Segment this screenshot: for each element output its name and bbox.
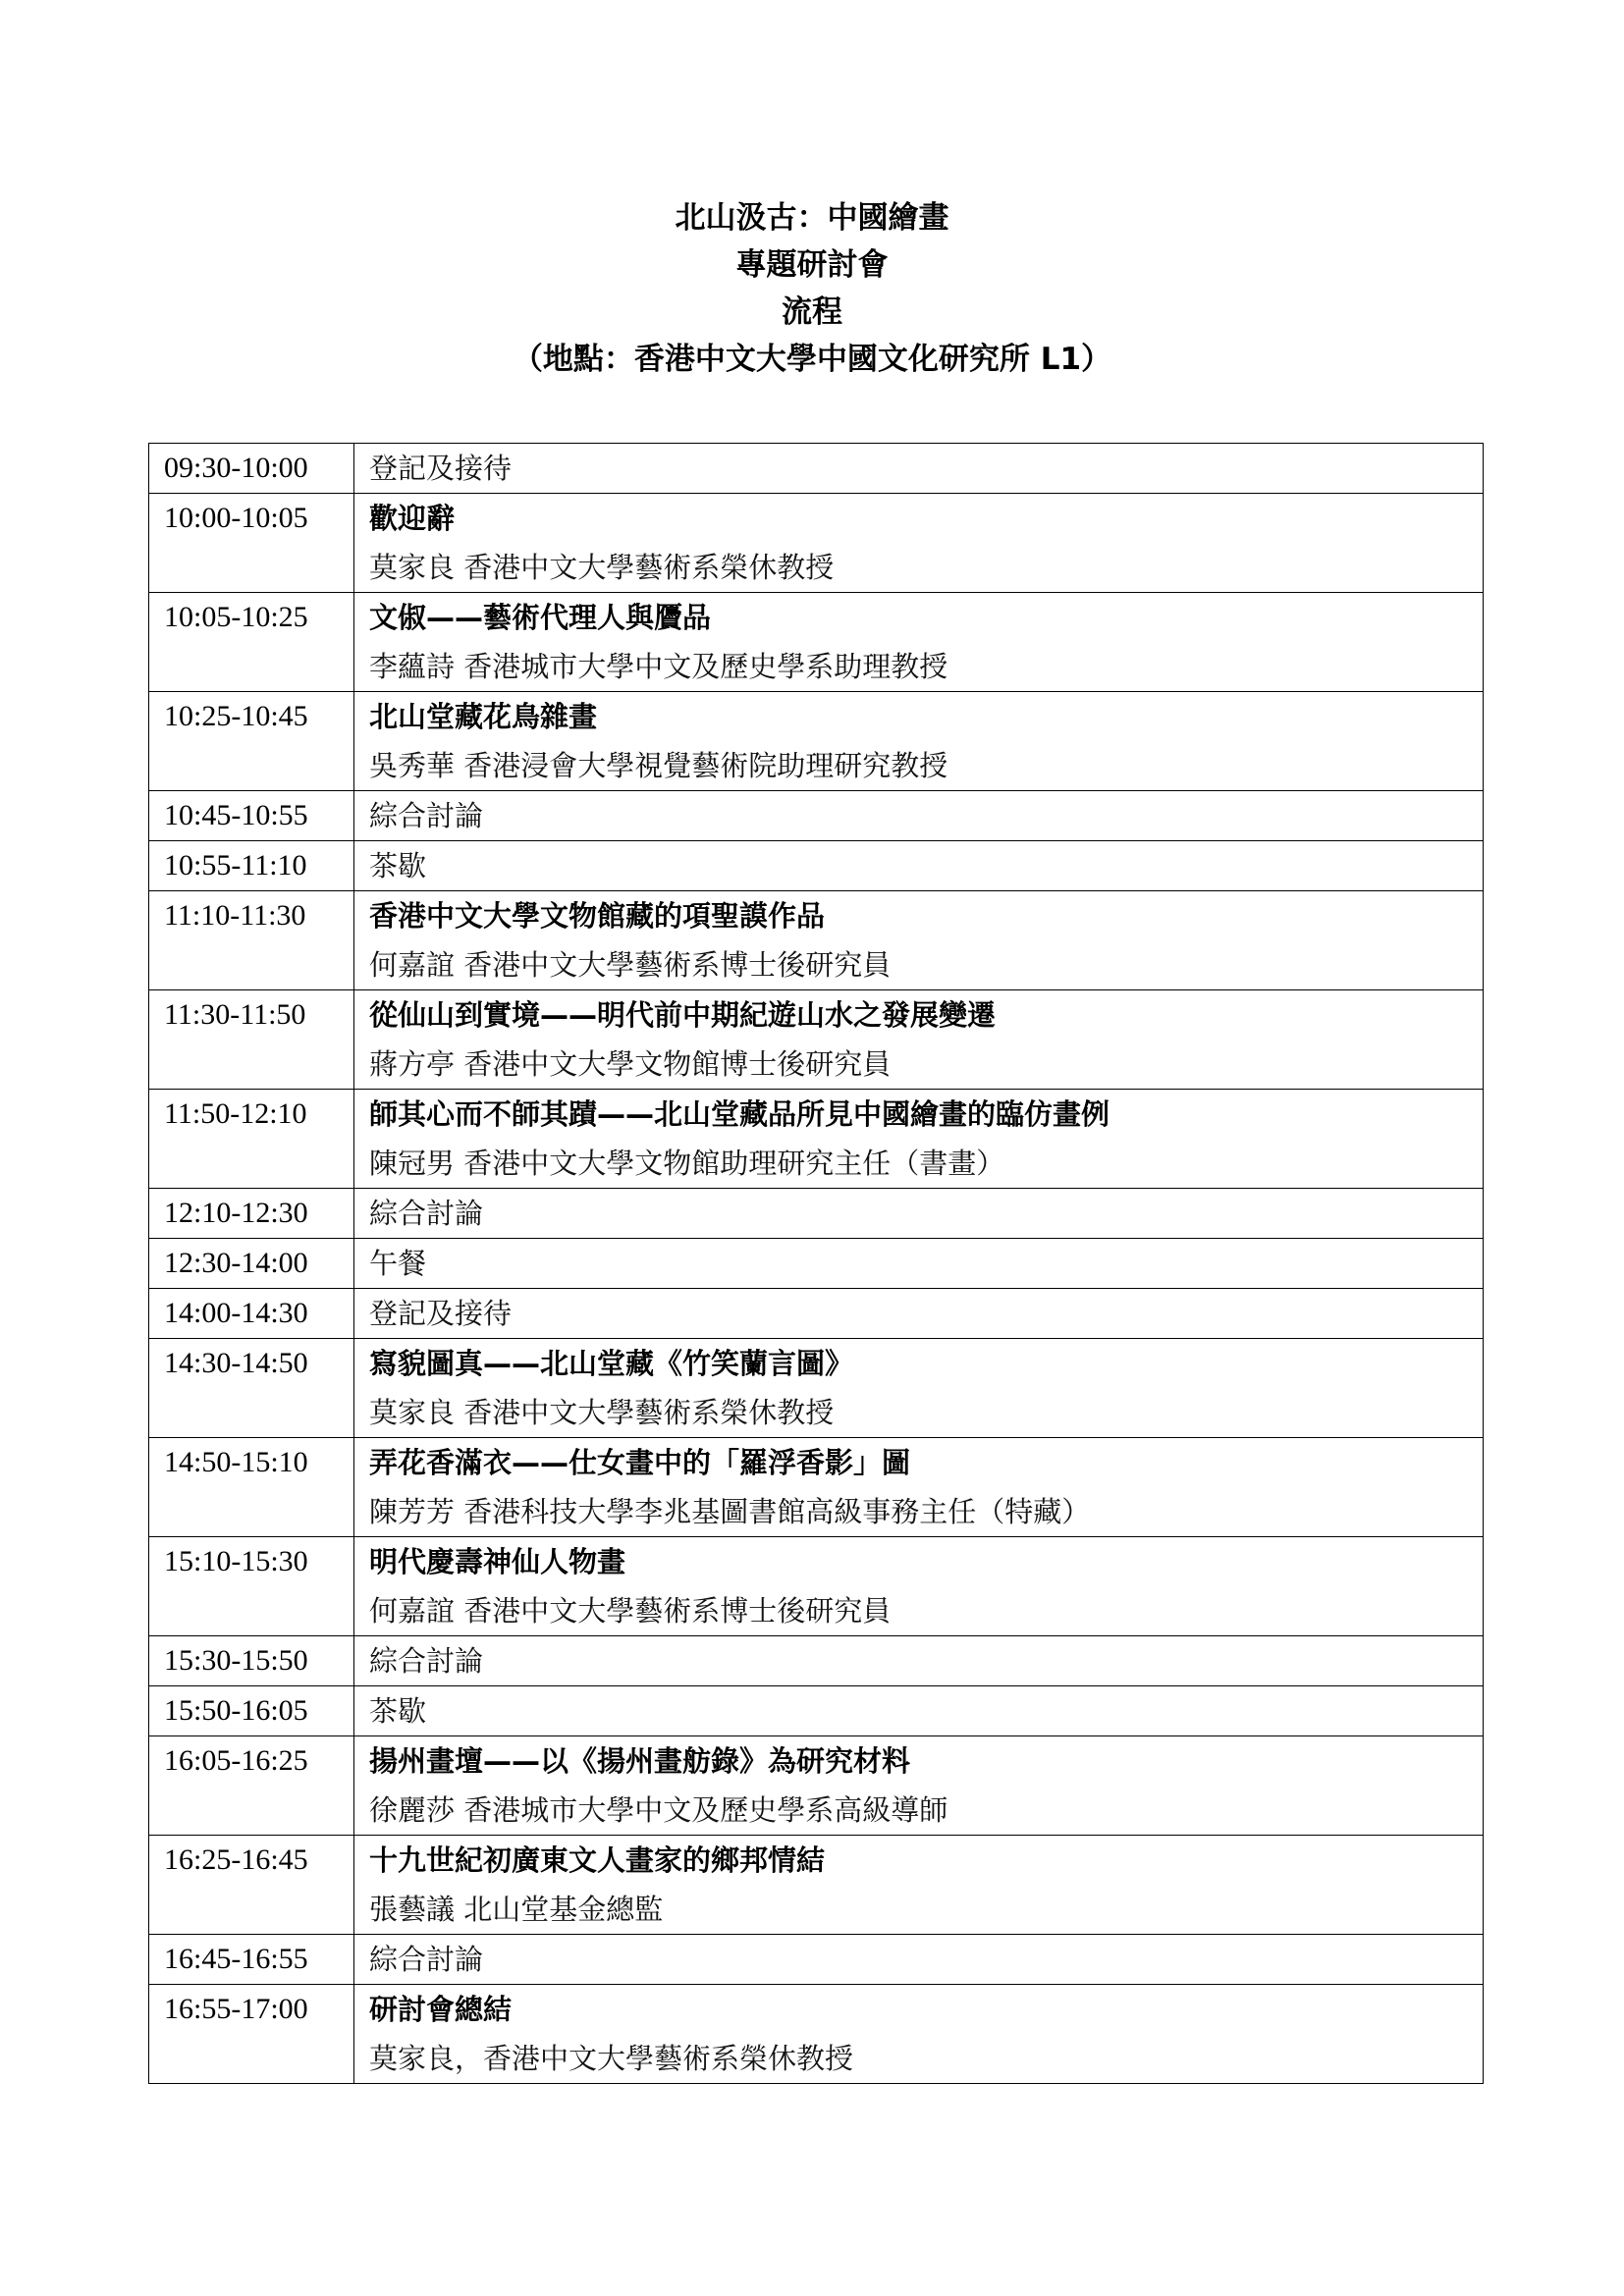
schedule-heading: 流程	[782, 294, 842, 330]
session-cell	[354, 1537, 1484, 1636]
session-activity: 登記及接待	[369, 452, 513, 485]
session-title: 明代慶壽神仙人物畫	[369, 1545, 626, 1578]
time-slot: 15:30-15:50	[149, 1636, 354, 1686]
venue-line: （地點：香港中文大學中國文化研究所 L1）	[512, 342, 1112, 377]
session-title: 從仙山到實境——明代前中期紀遊山水之發展變遷	[369, 998, 997, 1032]
session-activity: 綜合討論	[369, 799, 484, 832]
document-header	[0, 194, 1624, 383]
schedule-row	[149, 692, 1484, 791]
session-title: 弄花香滿衣——仕女畫中的「羅浮香影」圖	[369, 1446, 911, 1479]
schedule-row	[149, 1686, 1484, 1736]
session-speaker: 莫家良，香港中文大學藝術系榮休教授	[369, 2042, 854, 2075]
schedule-row	[149, 593, 1484, 692]
time-slot: 16:55-17:00	[149, 1985, 354, 2084]
schedule-row	[149, 791, 1484, 841]
session-activity: 綜合討論	[369, 1943, 484, 1976]
session-speaker: 陳芳芳 香港科技大學李兆基圖書館高級事務主任（特藏）	[369, 1495, 1091, 1528]
session-cell	[354, 1438, 1484, 1537]
time-slot: 16:25-16:45	[149, 1836, 354, 1935]
schedule-row	[149, 1836, 1484, 1935]
schedule-row	[149, 494, 1484, 593]
time-slot: 14:50-15:10	[149, 1438, 354, 1537]
session-speaker: 陳冠男 香港中文大學文物館助理研究主任（書畫）	[369, 1147, 1005, 1180]
time-slot: 10:25-10:45	[149, 692, 354, 791]
session-cell	[354, 1289, 1484, 1339]
session-activity: 午餐	[369, 1247, 427, 1280]
time-slot: 11:30-11:50	[149, 990, 354, 1090]
schedule-table	[148, 443, 1484, 2084]
session-speaker: 吳秀華 香港浸會大學視覺藝術院助理研究教授	[369, 749, 948, 782]
session-title: 揚州畫壇——以《揚州畫舫錄》為研究材料	[369, 1744, 911, 1778]
session-cell	[354, 1935, 1484, 1985]
time-slot: 10:00-10:05	[149, 494, 354, 593]
session-title: 文俶——藝術代理人與贗品	[369, 601, 712, 634]
session-cell	[354, 1636, 1484, 1686]
session-cell	[354, 990, 1484, 1090]
schedule-row	[149, 1935, 1484, 1985]
session-title: 十九世紀初廣東文人畫家的鄉邦情結	[369, 1843, 826, 1877]
schedule-row	[149, 1289, 1484, 1339]
schedule-row	[149, 1537, 1484, 1636]
session-title: 研討會總結	[369, 1993, 513, 2026]
time-slot: 16:45-16:55	[149, 1935, 354, 1985]
time-slot: 10:05-10:25	[149, 593, 354, 692]
time-slot: 14:30-14:50	[149, 1339, 354, 1438]
time-slot: 12:30-14:00	[149, 1239, 354, 1289]
session-cell	[354, 1090, 1484, 1189]
session-cell	[354, 791, 1484, 841]
time-slot: 11:10-11:30	[149, 891, 354, 990]
event-subtitle: 專題研討會	[735, 247, 889, 283]
time-slot: 09:30-10:00	[149, 444, 354, 494]
session-cell	[354, 1736, 1484, 1836]
session-cell	[354, 841, 1484, 891]
time-slot: 10:55-11:10	[149, 841, 354, 891]
event-title: 北山汲古：中國繪畫	[675, 200, 949, 236]
session-activity: 茶歇	[369, 1694, 427, 1728]
session-cell	[354, 494, 1484, 593]
schedule-row	[149, 841, 1484, 891]
schedule-row	[149, 891, 1484, 990]
session-cell	[354, 1836, 1484, 1935]
schedule-row	[149, 1189, 1484, 1239]
session-cell	[354, 444, 1484, 494]
schedule-row	[149, 1438, 1484, 1537]
time-slot: 11:50-12:10	[149, 1090, 354, 1189]
session-cell	[354, 1239, 1484, 1289]
schedule-row	[149, 444, 1484, 494]
time-slot: 10:45-10:55	[149, 791, 354, 841]
schedule-row	[149, 1985, 1484, 2084]
session-title: 歡迎辭	[369, 502, 456, 535]
session-activity: 登記及接待	[369, 1297, 513, 1330]
session-speaker: 徐麗莎 香港城市大學中文及歷史學系高級導師	[369, 1793, 948, 1827]
session-cell	[354, 1189, 1484, 1239]
session-speaker: 何嘉誼 香港中文大學藝術系博士後研究員	[369, 948, 892, 982]
session-activity: 茶歇	[369, 849, 427, 882]
time-slot: 14:00-14:30	[149, 1289, 354, 1339]
session-activity: 綜合討論	[369, 1197, 484, 1230]
session-speaker: 何嘉誼 香港中文大學藝術系博士後研究員	[369, 1594, 892, 1628]
session-cell	[354, 1339, 1484, 1438]
session-cell	[354, 1686, 1484, 1736]
session-title: 寫貌圖真——北山堂藏《竹笑蘭言圖》	[369, 1347, 854, 1380]
session-title: 師其心而不師其蹟——北山堂藏品所見中國繪畫的臨仿畫例	[369, 1097, 1110, 1131]
schedule-row	[149, 1239, 1484, 1289]
time-slot: 12:10-12:30	[149, 1189, 354, 1239]
session-speaker: 莫家良 香港中文大學藝術系榮休教授	[369, 1396, 835, 1429]
schedule-body	[149, 444, 1484, 2084]
time-slot: 16:05-16:25	[149, 1736, 354, 1836]
schedule-row	[149, 1636, 1484, 1686]
session-speaker: 蔣方亭 香港中文大學文物館博士後研究員	[369, 1047, 892, 1081]
schedule-row	[149, 1736, 1484, 1836]
session-cell	[354, 891, 1484, 990]
session-activity: 綜合討論	[369, 1644, 484, 1678]
session-title: 北山堂藏花鳥雜畫	[369, 700, 598, 733]
schedule-row	[149, 1090, 1484, 1189]
schedule-row	[149, 1339, 1484, 1438]
session-speaker: 李蘊詩 香港城市大學中文及歷史學系助理教授	[369, 650, 948, 683]
session-speaker: 莫家良 香港中文大學藝術系榮休教授	[369, 551, 835, 584]
schedule-row	[149, 990, 1484, 1090]
time-slot: 15:50-16:05	[149, 1686, 354, 1736]
session-cell	[354, 1985, 1484, 2084]
session-cell	[354, 692, 1484, 791]
session-cell	[354, 593, 1484, 692]
session-title: 香港中文大學文物館藏的項聖謨作品	[369, 899, 826, 933]
session-speaker: 張藝議 北山堂基金總監	[369, 1893, 664, 1926]
time-slot: 15:10-15:30	[149, 1537, 354, 1636]
